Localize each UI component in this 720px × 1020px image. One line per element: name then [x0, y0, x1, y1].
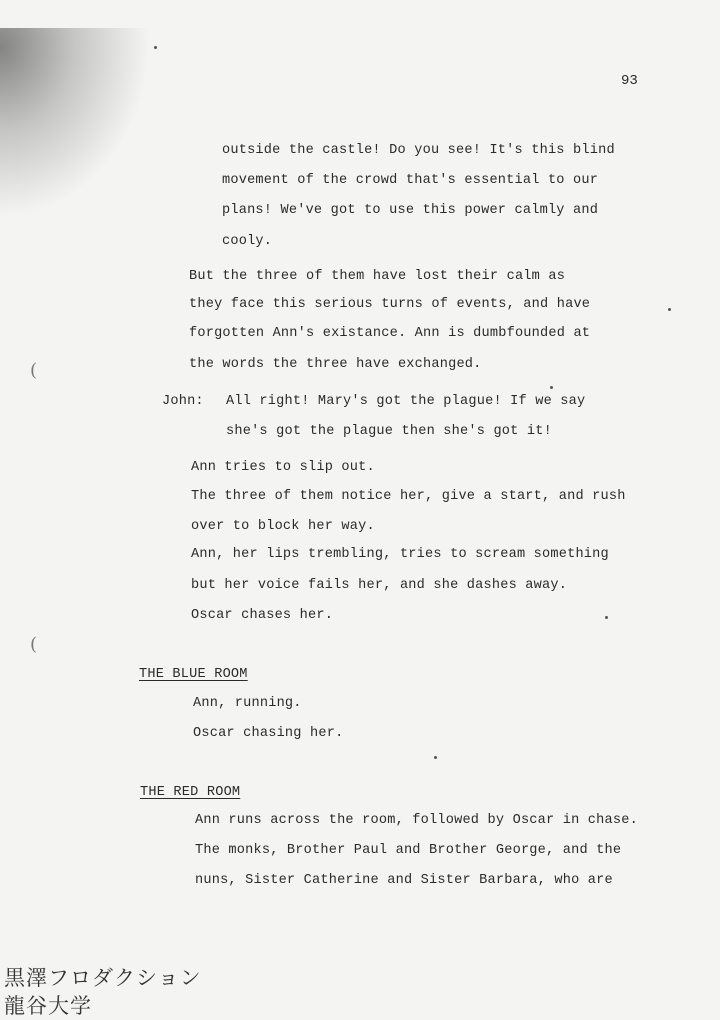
dialogue-line: movement of the crowd that's essential to our [222, 173, 599, 188]
dialogue-line: cooly. [222, 234, 273, 249]
action-line: but her voice fails her, and she dashes away. [191, 578, 568, 593]
action-line: the words the three have exchanged. [189, 357, 482, 372]
dialogue-line: outside the castle! Do you see! It's this blind [222, 143, 615, 158]
speck [605, 616, 608, 619]
watermark-line-2: 龍谷大学 [4, 994, 92, 1018]
action-line: Ann tries to slip out. [191, 460, 375, 475]
scan-grain [0, 28, 150, 218]
punch-hole-mark: ( [30, 360, 38, 381]
action-line: over to block her way. [191, 519, 375, 534]
action-line: The three of them notice her, give a start, and rush [191, 489, 626, 504]
action-line: forgotten Ann's existance. Ann is dumbfounded at [189, 326, 591, 341]
action-line: But the three of them have lost their calm as [189, 269, 566, 284]
action-line: Ann, running. [193, 696, 302, 711]
action-line: Ann runs across the room, followed by Oscar in chase. [195, 813, 638, 828]
action-line: Ann, her lips trembling, tries to scream something [191, 547, 609, 562]
speck [154, 46, 157, 49]
scene-heading-red-room: THE RED ROOM [140, 785, 241, 800]
watermark-line-1: 黒澤フロダクション [4, 966, 202, 990]
speck [434, 756, 437, 759]
action-line: Oscar chases her. [191, 608, 334, 623]
dialogue-line: All right! Mary's got the plague! If we say [226, 394, 586, 409]
page-number: 93 [621, 73, 638, 89]
action-line: they face this serious turns of events, and have [189, 297, 591, 312]
dialogue-line: she's got the plague then she's got it! [226, 424, 552, 439]
dialogue-line: plans! We've got to use this power calmly and [222, 203, 599, 218]
speck [550, 386, 553, 389]
scene-heading-blue-room: THE BLUE ROOM [139, 667, 248, 682]
action-line: Oscar chasing her. [193, 726, 344, 741]
speck [668, 308, 671, 311]
speaker-john: John: [162, 394, 204, 409]
action-line: nuns, Sister Catherine and Sister Barbara, who are [195, 873, 613, 888]
punch-hole-mark: ( [30, 634, 38, 655]
action-line: The monks, Brother Paul and Brother George, and the [195, 843, 622, 858]
